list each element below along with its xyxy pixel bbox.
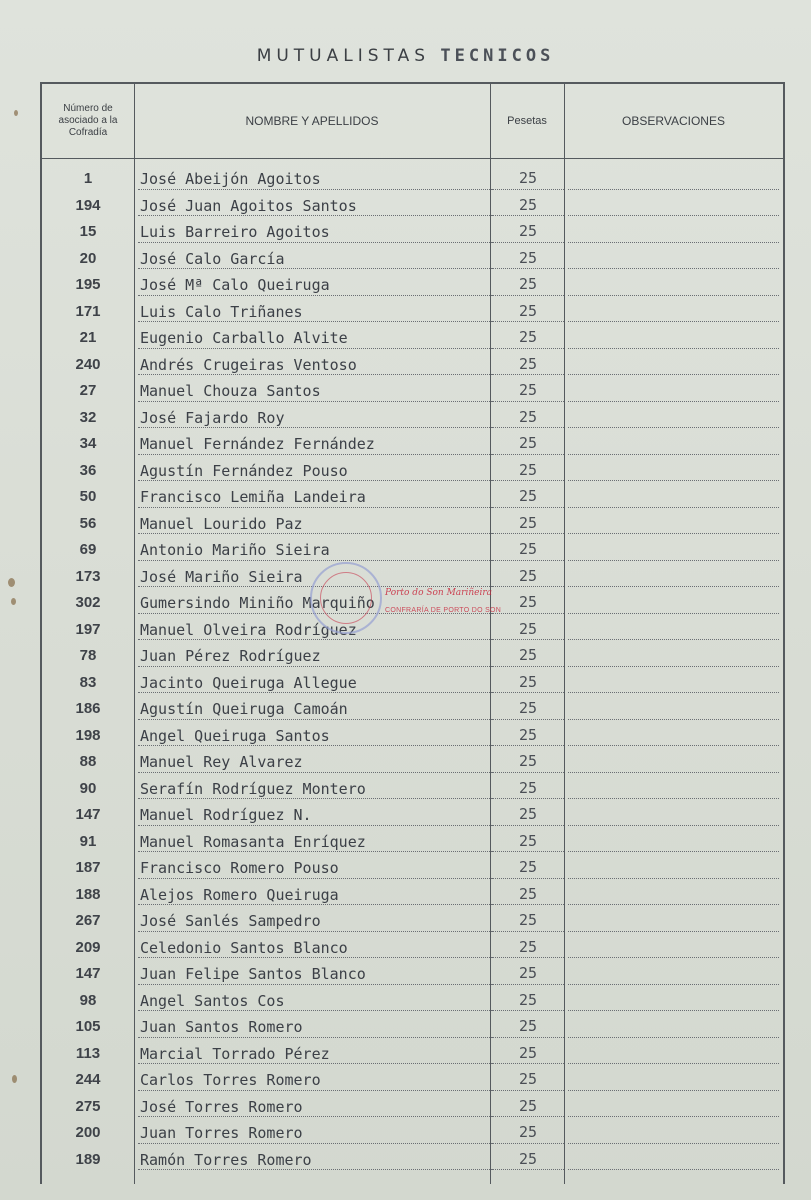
row-dotted-rule xyxy=(492,586,564,587)
table-row xyxy=(42,217,783,244)
row-dotted-rule xyxy=(138,1090,494,1091)
row-dotted-rule xyxy=(138,957,494,958)
member-number: 195 xyxy=(75,276,101,293)
row-dotted-rule xyxy=(568,427,779,428)
member-number: 88 xyxy=(79,753,97,770)
member-name: Carlos Torres Romero xyxy=(140,1071,321,1089)
row-dotted-rule xyxy=(138,1143,494,1144)
row-dotted-rule xyxy=(568,348,779,349)
member-amount: 25 xyxy=(518,831,538,850)
row-dotted-rule xyxy=(492,215,564,216)
member-number: 197 xyxy=(75,620,101,638)
table-row xyxy=(42,880,783,907)
table-row xyxy=(42,562,783,589)
row-dotted-rule xyxy=(138,1037,494,1038)
row-dotted-rule xyxy=(492,1037,564,1038)
member-name: Juan Santos Romero xyxy=(140,1018,303,1036)
member-amount: 25 xyxy=(518,407,538,426)
member-number: 69 xyxy=(79,541,97,558)
member-name: José Mª Calo Queiruga xyxy=(140,276,330,294)
row-dotted-rule xyxy=(492,904,564,905)
row-dotted-rule xyxy=(492,1010,564,1011)
member-amount: 25 xyxy=(518,381,538,399)
row-dotted-rule xyxy=(492,745,564,746)
paper-stain xyxy=(8,578,15,587)
row-dotted-rule xyxy=(492,1063,564,1064)
row-dotted-rule xyxy=(138,401,494,402)
member-name: Manuel Fernández Fernández xyxy=(140,435,375,453)
member-number: 186 xyxy=(75,700,101,717)
member-number: 171 xyxy=(75,302,101,320)
row-dotted-rule xyxy=(138,692,494,693)
row-dotted-rule xyxy=(138,268,494,269)
row-dotted-rule xyxy=(568,215,779,216)
row-dotted-rule xyxy=(568,242,779,243)
table-row xyxy=(42,350,783,377)
row-dotted-rule xyxy=(492,295,564,296)
member-name: Francisco Romero Pouso xyxy=(140,859,339,877)
member-name: José Torres Romero xyxy=(140,1097,303,1116)
table-row xyxy=(42,800,783,827)
table-row xyxy=(42,1039,783,1066)
table-row xyxy=(42,509,783,536)
table-row xyxy=(42,164,783,191)
member-number: 209 xyxy=(75,938,101,956)
member-amount: 25 xyxy=(518,672,538,691)
member-amount: 25 xyxy=(518,646,538,664)
row-dotted-rule xyxy=(568,666,779,667)
page-title xyxy=(0,46,811,66)
member-amount: 25 xyxy=(518,778,538,797)
row-dotted-rule xyxy=(568,878,779,879)
member-amount: 25 xyxy=(518,248,538,267)
member-number: 147 xyxy=(75,965,101,982)
member-name: Antonio Mariño Sieira xyxy=(140,541,330,559)
member-amount: 25 xyxy=(518,513,538,532)
row-dotted-rule xyxy=(492,613,564,614)
member-number: 275 xyxy=(75,1097,101,1115)
member-name: Angel Queiruga Santos xyxy=(140,726,330,745)
row-dotted-rule xyxy=(568,533,779,534)
member-name: Angel Santos Cos xyxy=(140,991,285,1010)
member-number: 56 xyxy=(79,514,97,532)
row-dotted-rule xyxy=(568,480,779,481)
table-row xyxy=(42,191,783,218)
row-dotted-rule xyxy=(568,268,779,269)
table-row xyxy=(42,270,783,297)
member-amount: 25 xyxy=(518,222,538,240)
member-name: José Abeijón Agoitos xyxy=(140,170,321,188)
row-dotted-rule xyxy=(138,904,494,905)
row-dotted-rule xyxy=(138,931,494,932)
table-row xyxy=(42,721,783,748)
paper-stain xyxy=(12,1075,17,1083)
member-number: 302 xyxy=(75,594,101,611)
member-name: Juan Torres Romero xyxy=(140,1124,303,1142)
member-number: 240 xyxy=(75,355,101,373)
member-name: Juan Felipe Santos Blanco xyxy=(140,965,366,983)
row-dotted-rule xyxy=(492,825,564,826)
row-dotted-rule xyxy=(492,931,564,932)
member-amount: 25 xyxy=(518,1096,538,1115)
row-dotted-rule xyxy=(568,374,779,375)
row-dotted-rule xyxy=(492,878,564,879)
member-name: Andrés Crugeiras Ventoso xyxy=(140,355,357,374)
row-dotted-rule xyxy=(138,719,494,720)
member-name: Ramón Torres Romero xyxy=(140,1150,312,1169)
row-dotted-rule xyxy=(492,772,564,773)
row-dotted-rule xyxy=(492,984,564,985)
member-amount: 25 xyxy=(518,593,538,611)
title-prefix: MUTUALISTAS xyxy=(256,46,431,66)
row-dotted-rule xyxy=(568,401,779,402)
row-dotted-rule xyxy=(568,851,779,852)
table-row xyxy=(42,1092,783,1119)
table-row xyxy=(42,482,783,509)
table-row xyxy=(42,456,783,483)
row-dotted-rule xyxy=(568,825,779,826)
member-number: 20 xyxy=(79,249,97,267)
row-dotted-rule xyxy=(568,692,779,693)
row-dotted-rule xyxy=(138,560,494,561)
member-number: 267 xyxy=(75,912,101,929)
table-row xyxy=(42,1012,783,1039)
member-amount: 25 xyxy=(518,619,538,638)
member-amount: 25 xyxy=(518,487,538,505)
member-name: Manuel Rodríguez N. xyxy=(140,806,312,824)
row-dotted-rule xyxy=(492,1143,564,1144)
member-number: 187 xyxy=(75,859,101,876)
member-amount: 25 xyxy=(518,1017,538,1035)
table-row xyxy=(42,906,783,933)
row-dotted-rule xyxy=(138,798,494,799)
member-amount: 25 xyxy=(518,990,538,1009)
row-dotted-rule xyxy=(492,1090,564,1091)
member-number: 27 xyxy=(79,382,97,399)
table-row xyxy=(42,933,783,960)
table-row xyxy=(42,323,783,350)
row-dotted-rule xyxy=(568,1116,779,1117)
table-row xyxy=(42,853,783,880)
row-dotted-rule xyxy=(492,348,564,349)
row-dotted-rule xyxy=(568,613,779,614)
member-number: 78 xyxy=(79,647,97,664)
header-observations: OBSERVACIONES xyxy=(622,114,725,128)
row-dotted-rule xyxy=(492,533,564,534)
member-amount: 25 xyxy=(518,460,538,479)
row-dotted-rule xyxy=(568,957,779,958)
member-number: 105 xyxy=(75,1018,101,1035)
table-row xyxy=(42,1118,783,1145)
row-dotted-rule xyxy=(138,215,494,216)
member-name: Eugenio Carballo Alvite xyxy=(140,329,348,347)
row-dotted-rule xyxy=(138,1169,494,1170)
row-dotted-rule xyxy=(138,984,494,985)
row-dotted-rule xyxy=(492,507,564,508)
member-number: 21 xyxy=(79,329,97,346)
member-amount: 25 xyxy=(518,911,538,929)
row-dotted-rule xyxy=(568,454,779,455)
row-dotted-rule xyxy=(568,321,779,322)
row-dotted-rule xyxy=(138,639,494,640)
member-name: Manuel Lourido Paz xyxy=(140,514,303,533)
row-dotted-rule xyxy=(138,533,494,534)
row-dotted-rule xyxy=(568,772,779,773)
row-dotted-rule xyxy=(568,1143,779,1144)
member-number: 36 xyxy=(79,461,97,479)
member-number: 34 xyxy=(79,435,97,452)
row-dotted-rule xyxy=(568,798,779,799)
member-name: Gumersindo Miniño Marquiño xyxy=(140,594,375,612)
row-dotted-rule xyxy=(492,480,564,481)
header-name: NOMBRE Y APELLIDOS xyxy=(245,114,379,128)
member-amount: 25 xyxy=(518,301,538,320)
table-row xyxy=(42,986,783,1013)
row-dotted-rule xyxy=(138,851,494,852)
row-dotted-rule xyxy=(138,427,494,428)
member-amount: 25 xyxy=(518,752,538,770)
table-row xyxy=(42,641,783,668)
row-dotted-rule xyxy=(568,189,779,190)
row-dotted-rule xyxy=(138,1116,494,1117)
member-amount: 25 xyxy=(518,354,538,373)
seal-stamp xyxy=(310,562,382,634)
row-dotted-rule xyxy=(568,560,779,561)
row-dotted-rule xyxy=(138,825,494,826)
row-dotted-rule xyxy=(492,427,564,428)
row-dotted-rule xyxy=(138,295,494,296)
row-dotted-rule xyxy=(568,1037,779,1038)
member-number: 98 xyxy=(79,991,97,1009)
row-dotted-rule xyxy=(492,798,564,799)
member-number: 198 xyxy=(75,726,101,744)
member-number: 83 xyxy=(79,673,97,691)
member-number: 50 xyxy=(79,488,97,505)
member-name: Serafín Rodríguez Montero xyxy=(140,779,366,798)
member-name: Celedonio Santos Blanco xyxy=(140,938,348,957)
row-dotted-rule xyxy=(568,639,779,640)
row-dotted-rule xyxy=(138,348,494,349)
table-row xyxy=(42,774,783,801)
member-amount: 25 xyxy=(518,434,538,452)
paper-stain xyxy=(14,110,18,116)
table-row xyxy=(42,615,783,642)
row-dotted-rule xyxy=(492,1169,564,1170)
member-number: 173 xyxy=(75,567,101,585)
member-name: Manuel Chouza Santos xyxy=(140,382,321,400)
member-number: 200 xyxy=(75,1124,101,1141)
row-dotted-rule xyxy=(568,745,779,746)
table-row xyxy=(42,429,783,456)
member-number: 1 xyxy=(83,170,93,187)
member-number: 244 xyxy=(75,1071,101,1088)
member-amount: 25 xyxy=(518,699,538,717)
member-name: Agustín Queiruga Camoán xyxy=(140,700,348,718)
row-dotted-rule xyxy=(492,268,564,269)
member-amount: 25 xyxy=(518,540,538,558)
row-dotted-rule xyxy=(568,984,779,985)
table-row xyxy=(42,747,783,774)
row-dotted-rule xyxy=(492,242,564,243)
member-name: Manuel Olveira Rodríguez xyxy=(140,620,357,639)
row-dotted-rule xyxy=(138,666,494,667)
header-amount: Pesetas xyxy=(507,115,547,127)
row-dotted-rule xyxy=(138,374,494,375)
header-number: Número de asociado a la Cofradía xyxy=(58,103,118,138)
row-dotted-rule xyxy=(492,560,564,561)
member-name: Luis Barreiro Agoitos xyxy=(140,223,330,241)
row-dotted-rule xyxy=(568,295,779,296)
row-dotted-rule xyxy=(568,507,779,508)
member-number: 90 xyxy=(79,779,97,797)
row-dotted-rule xyxy=(138,745,494,746)
table-row xyxy=(42,694,783,721)
member-number: 194 xyxy=(75,196,101,214)
stamp-sub: CONFRARÍA DE PORTO DO SON xyxy=(385,607,502,614)
member-amount: 25 xyxy=(518,566,538,585)
table-row xyxy=(42,244,783,271)
member-amount: 25 xyxy=(518,858,538,876)
row-dotted-rule xyxy=(492,639,564,640)
member-name: Francisco Lemiña Landeira xyxy=(140,488,366,506)
row-dotted-rule xyxy=(492,1116,564,1117)
row-dotted-rule xyxy=(138,1010,494,1011)
member-number: 15 xyxy=(79,223,97,240)
header-rule xyxy=(42,158,783,159)
table-row xyxy=(42,376,783,403)
table-row xyxy=(42,959,783,986)
paper-stain xyxy=(11,598,16,605)
member-name: Manuel Rey Alvarez xyxy=(140,753,303,771)
member-name: Manuel Romasanta Enríquez xyxy=(140,832,366,851)
register-table xyxy=(40,82,785,1184)
member-name: Jacinto Queiruga Allegue xyxy=(140,673,357,692)
member-amount: 25 xyxy=(518,937,538,956)
member-amount: 25 xyxy=(518,1070,538,1088)
member-amount: 25 xyxy=(518,805,538,823)
row-dotted-rule xyxy=(492,374,564,375)
member-name: Juan Pérez Rodríguez xyxy=(140,647,321,665)
member-number: 189 xyxy=(75,1150,101,1168)
row-dotted-rule xyxy=(138,321,494,322)
row-dotted-rule xyxy=(492,851,564,852)
row-dotted-rule xyxy=(138,772,494,773)
member-amount: 25 xyxy=(518,884,538,903)
member-amount: 25 xyxy=(518,725,538,744)
table-row xyxy=(42,668,783,695)
member-name: José Calo García xyxy=(140,249,285,268)
member-name: Luis Calo Triñanes xyxy=(140,302,303,321)
row-dotted-rule xyxy=(138,189,494,190)
row-dotted-rule xyxy=(492,321,564,322)
member-name: José Juan Agoitos Santos xyxy=(140,196,357,215)
member-name: Agustín Fernández Pouso xyxy=(140,461,348,480)
member-number: 188 xyxy=(75,885,101,903)
row-dotted-rule xyxy=(138,1063,494,1064)
row-dotted-rule xyxy=(568,931,779,932)
member-number: 91 xyxy=(79,832,97,850)
row-dotted-rule xyxy=(568,1169,779,1170)
member-amount: 25 xyxy=(518,1123,538,1141)
row-dotted-rule xyxy=(138,454,494,455)
member-number: 32 xyxy=(79,408,97,426)
row-dotted-rule xyxy=(492,401,564,402)
row-dotted-rule xyxy=(138,480,494,481)
row-dotted-rule xyxy=(138,878,494,879)
row-dotted-rule xyxy=(138,507,494,508)
member-name: José Mariño Sieira xyxy=(140,567,303,586)
member-amount: 25 xyxy=(518,964,538,982)
member-amount: 25 xyxy=(518,169,538,187)
table-row xyxy=(42,297,783,324)
row-dotted-rule xyxy=(568,1063,779,1064)
row-dotted-rule xyxy=(568,1090,779,1091)
member-amount: 25 xyxy=(518,1043,538,1062)
row-dotted-rule xyxy=(492,189,564,190)
table-row xyxy=(42,827,783,854)
row-dotted-rule xyxy=(492,666,564,667)
table-row xyxy=(42,1065,783,1092)
row-dotted-rule xyxy=(568,1010,779,1011)
member-amount: 25 xyxy=(518,328,538,346)
table-row xyxy=(42,403,783,430)
title-suffix: TECNICOS xyxy=(440,46,555,66)
member-amount: 25 xyxy=(518,1149,538,1168)
member-number: 147 xyxy=(75,806,101,823)
table-row xyxy=(42,1145,783,1172)
member-amount: 25 xyxy=(518,195,538,214)
row-dotted-rule xyxy=(568,719,779,720)
row-dotted-rule xyxy=(492,957,564,958)
table-row xyxy=(42,535,783,562)
member-number: 113 xyxy=(75,1044,101,1062)
member-amount: 25 xyxy=(518,275,538,293)
member-name: Alejos Romero Queiruga xyxy=(140,885,339,904)
member-name: José Sanlés Sampedro xyxy=(140,912,321,930)
row-dotted-rule xyxy=(568,904,779,905)
row-dotted-rule xyxy=(568,586,779,587)
stamp-label: Porto do Son Mariñeira xyxy=(385,588,493,598)
row-dotted-rule xyxy=(492,454,564,455)
row-dotted-rule xyxy=(492,692,564,693)
row-dotted-rule xyxy=(492,719,564,720)
row-dotted-rule xyxy=(138,242,494,243)
member-name: José Fajardo Roy xyxy=(140,408,285,427)
member-name: Marcial Torrado Pérez xyxy=(140,1044,330,1063)
